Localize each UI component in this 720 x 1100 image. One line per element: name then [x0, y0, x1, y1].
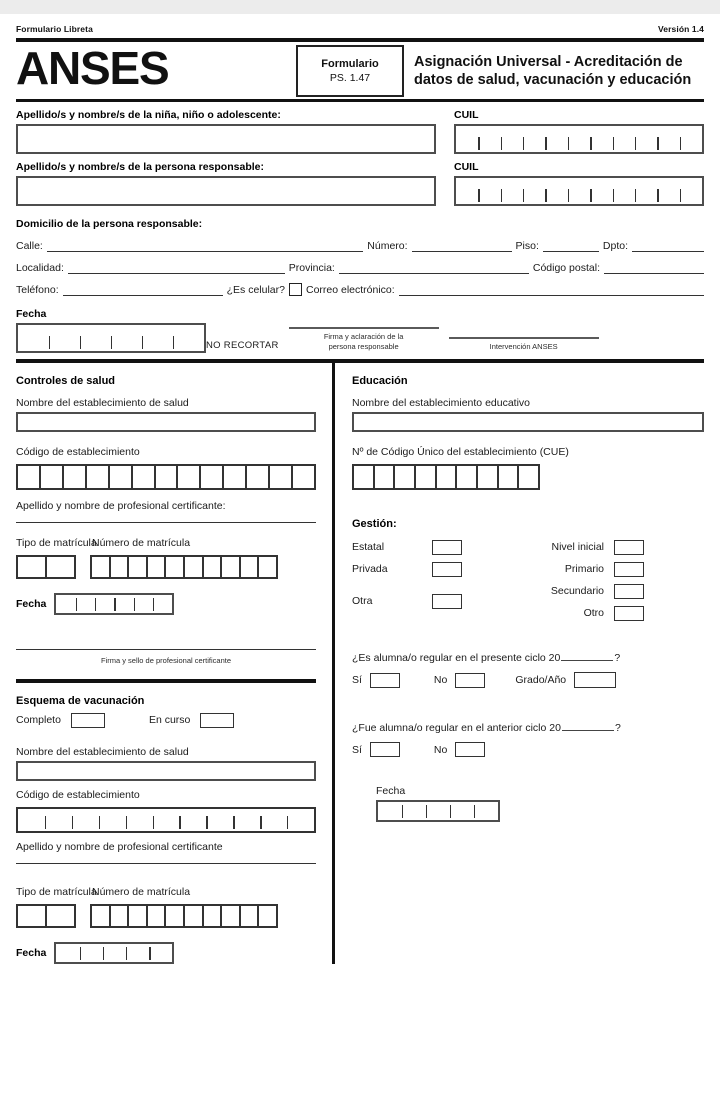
- input-cell[interactable]: [49, 325, 80, 351]
- ciclo-presente-si-group[interactable]: [352, 673, 400, 688]
- ciclo-presente-si-checkbox[interactable]: [370, 673, 400, 688]
- input-cell[interactable]: [233, 809, 260, 831]
- input-cell[interactable]: [239, 557, 258, 577]
- education-fecha-label: Fecha: [376, 785, 406, 797]
- codigo-postal-label: Código postal:: [532, 262, 600, 274]
- declaration-fecha-label: Fecha: [16, 308, 47, 320]
- calle-label: Calle:: [16, 240, 43, 252]
- vaccination-matricula-inputs: [16, 904, 316, 928]
- gestion-option-estatal[interactable]: [352, 536, 500, 558]
- piso-input[interactable]: [543, 239, 599, 252]
- vaccination-separator: [16, 679, 316, 683]
- input-cell[interactable]: [39, 466, 62, 488]
- education-fecha-wrap: [376, 800, 500, 822]
- input-cell[interactable]: [18, 466, 39, 488]
- input-cell[interactable]: [134, 595, 153, 613]
- es-celular-label: ¿Es celular?: [226, 284, 285, 296]
- ciclo-presente-no-label: No: [433, 674, 448, 686]
- education-cue-wrap: [352, 464, 540, 490]
- localidad-input[interactable]: [68, 261, 285, 274]
- header-rule-top: [16, 38, 704, 42]
- input-cell[interactable]: [131, 466, 154, 488]
- child-cuil-input[interactable]: [454, 124, 704, 154]
- input-cell[interactable]: [501, 178, 523, 204]
- vaccination-establecimiento-label: Nombre del establecimiento de salud: [16, 745, 189, 758]
- input-cell[interactable]: [103, 944, 126, 962]
- vaccination-fecha-row: [16, 942, 316, 964]
- vaccination-tipo-matricula-label: Tipo de matrícula: [16, 885, 97, 898]
- input-cell[interactable]: [478, 126, 500, 152]
- firma-responsable-block: [289, 327, 439, 351]
- ciclo-anterior-input[interactable]: [562, 730, 614, 731]
- input-cell[interactable]: [92, 906, 109, 926]
- gestion-label: Gestión:: [352, 518, 397, 530]
- signature-area: [206, 327, 704, 353]
- input-cell[interactable]: [56, 944, 79, 962]
- input-cell[interactable]: [108, 466, 131, 488]
- ciclo-presente-si-label: Sí: [352, 674, 362, 686]
- piso-label: Piso:: [515, 240, 539, 252]
- nivel-option-primario[interactable]: [500, 558, 704, 580]
- input-cell[interactable]: [260, 809, 287, 831]
- input-cell[interactable]: [92, 557, 109, 577]
- education-fecha-input[interactable]: [376, 800, 500, 822]
- left-column: [0, 363, 332, 964]
- input-cell[interactable]: [153, 595, 172, 613]
- form-title-line1: Asignación Universal - Acreditación de: [414, 53, 683, 70]
- input-cell[interactable]: [72, 809, 99, 831]
- question-ciclo-presente-text: ¿Es alumna/o regular en el presente ciclo 20: [352, 652, 561, 664]
- input-cell[interactable]: [474, 802, 498, 820]
- health-matricula-labels: [16, 537, 316, 549]
- input-cell[interactable]: [142, 325, 173, 351]
- education-establecimiento-label: Nombre del establecimiento educativo: [352, 397, 531, 409]
- input-cell[interactable]: [199, 466, 222, 488]
- input-cell[interactable]: [378, 802, 402, 820]
- health-profesional-input[interactable]: [16, 522, 316, 523]
- input-cell[interactable]: [517, 466, 538, 488]
- nivel-secundario-label: Secundario: [550, 585, 604, 597]
- nivel-secundario-checkbox[interactable]: [614, 584, 644, 599]
- education-fecha-group: [376, 785, 500, 822]
- gestion-grid: [352, 536, 704, 624]
- ciclo-presente-no-checkbox[interactable]: [455, 673, 485, 688]
- form-code-chip: [296, 45, 404, 97]
- input-cell[interactable]: [456, 178, 478, 204]
- input-cell[interactable]: [18, 557, 45, 577]
- input-cell[interactable]: [414, 466, 435, 488]
- input-cell[interactable]: [291, 466, 314, 488]
- vaccination-codigo-label: Código de establecimiento: [16, 788, 140, 801]
- input-cell[interactable]: [56, 595, 75, 613]
- es-celular-checkbox[interactable]: [289, 283, 302, 296]
- input-cell[interactable]: [149, 944, 172, 962]
- input-cell[interactable]: [153, 809, 180, 831]
- vaccination-numero-matricula-label: Número de matrícula: [92, 885, 191, 898]
- input-cell[interactable]: [146, 557, 165, 577]
- vaccination-codigo-wrap: [16, 807, 316, 833]
- health-tipo-matricula-input[interactable]: [16, 555, 76, 579]
- health-codigo-input[interactable]: [16, 464, 316, 490]
- input-cell[interactable]: [85, 466, 108, 488]
- grado-label: Grado/Año: [515, 674, 567, 686]
- question-ciclo-presente: [352, 652, 704, 664]
- input-cell[interactable]: [220, 906, 239, 926]
- input-cell[interactable]: [613, 126, 635, 152]
- gestion-privada-label: Privada: [352, 563, 388, 575]
- vaccination-fecha-input[interactable]: [54, 942, 174, 964]
- health-firma-block: [16, 649, 316, 665]
- firma-responsable-caption-1: Firma y aclaración de la: [323, 332, 404, 342]
- correo-label: Correo electrónico:: [305, 284, 395, 296]
- vaccination-numero-matricula-wrap: [90, 904, 278, 928]
- vaccination-profesional-input[interactable]: [16, 863, 316, 864]
- input-cell[interactable]: [111, 325, 142, 351]
- gestion-option-privada[interactable]: [352, 558, 500, 580]
- vaccination-completo-label: Completo: [16, 714, 61, 727]
- input-cell[interactable]: [62, 466, 85, 488]
- input-cell[interactable]: [501, 126, 523, 152]
- ciclo-presente-no-group[interactable]: [434, 673, 485, 688]
- child-cuil-field-group: [454, 109, 704, 154]
- responsible-cuil-field-group: [454, 161, 704, 206]
- gestion-privada-checkbox[interactable]: [432, 562, 462, 577]
- input-cell[interactable]: [109, 906, 128, 926]
- nivel-option-secundario[interactable]: [500, 580, 704, 602]
- vaccination-fecha-wrap: [54, 942, 174, 964]
- input-cell[interactable]: [545, 178, 567, 204]
- form-sheet: [0, 14, 720, 1100]
- input-cell[interactable]: [95, 595, 114, 613]
- input-cell[interactable]: [183, 557, 202, 577]
- input-cell[interactable]: [164, 557, 183, 577]
- nivel-inicial-label: Nivel inicial: [551, 541, 604, 553]
- input-cell[interactable]: [268, 466, 291, 488]
- form-chip-code: PS. 1.47: [329, 71, 371, 84]
- vaccination-en-curso-checkbox[interactable]: [200, 713, 234, 728]
- vaccination-codigo-input[interactable]: [16, 807, 316, 833]
- vaccination-en-curso-label: En curso: [148, 714, 191, 727]
- input-cell[interactable]: [373, 466, 394, 488]
- header-section: [0, 14, 720, 353]
- vaccination-tipo-matricula-input[interactable]: [16, 904, 76, 928]
- input-cell[interactable]: [109, 557, 128, 577]
- health-codigo-label: Código de establecimiento: [16, 446, 140, 458]
- input-cell[interactable]: [202, 557, 221, 577]
- ciclo-anterior-no-group[interactable]: [434, 742, 485, 757]
- input-cell[interactable]: [126, 809, 153, 831]
- vaccination-profesional-label: Apellido y nombre de profesional certificante: [16, 840, 223, 853]
- question-ciclo-presente-mark: ?: [614, 652, 621, 664]
- input-cell[interactable]: [568, 126, 590, 152]
- input-cell[interactable]: [183, 906, 202, 926]
- responsible-name-field-group: [16, 161, 436, 206]
- input-cell[interactable]: [545, 126, 567, 152]
- health-firma-line[interactable]: [16, 649, 316, 650]
- declaration-fecha-group: [16, 308, 206, 353]
- column-divider: [332, 363, 335, 964]
- input-cell[interactable]: [80, 944, 103, 962]
- input-cell[interactable]: [590, 178, 612, 204]
- health-codigo-wrap: [16, 464, 316, 490]
- input-cell[interactable]: [76, 595, 95, 613]
- health-profesional-label: Apellido y nombre de profesional certificante:: [16, 500, 226, 512]
- ciclo-anterior-si-checkbox[interactable]: [370, 742, 400, 757]
- nivel-inicial-checkbox[interactable]: [614, 540, 644, 555]
- input-cell[interactable]: [393, 466, 414, 488]
- education-section-title: Educación: [352, 375, 408, 387]
- input-cell[interactable]: [657, 126, 679, 152]
- education-establecimiento-input[interactable]: [352, 412, 704, 432]
- form-title: [414, 45, 704, 97]
- health-section-title: Controles de salud: [16, 375, 116, 387]
- input-cell[interactable]: [568, 178, 590, 204]
- ciclo-anterior-no-label: No: [433, 743, 448, 756]
- child-identity-row: [16, 109, 704, 154]
- page-top-strip: [0, 0, 720, 14]
- input-cell[interactable]: [202, 906, 221, 926]
- health-tipo-matricula-wrap: [16, 555, 76, 579]
- input-cell[interactable]: [173, 325, 204, 351]
- intervencion-anses-caption: Intervención ANSES: [489, 341, 558, 351]
- input-cell[interactable]: [206, 809, 233, 831]
- input-cell[interactable]: [146, 906, 165, 926]
- responsible-name-input[interactable]: [16, 176, 436, 206]
- address-line-3: [16, 283, 704, 296]
- child-name-input[interactable]: [16, 124, 436, 154]
- dpto-input[interactable]: [632, 239, 704, 252]
- health-tipo-matricula-label: Tipo de matrícula: [16, 537, 97, 549]
- input-cell[interactable]: [127, 557, 146, 577]
- ciclo-anterior-si-group[interactable]: [352, 742, 400, 757]
- input-cell[interactable]: [257, 557, 276, 577]
- gestion-estatal-label: Estatal: [352, 541, 385, 553]
- input-cell[interactable]: [287, 809, 314, 831]
- answer-ciclo-anterior: [352, 742, 704, 757]
- input-cell[interactable]: [80, 325, 111, 351]
- vaccination-fecha-label: Fecha: [16, 946, 47, 959]
- numero-label: Número:: [367, 240, 408, 252]
- provincia-input[interactable]: [339, 261, 529, 274]
- input-cell[interactable]: [354, 466, 373, 488]
- health-numero-matricula-label: Número de matrícula: [92, 537, 191, 549]
- address-line-2: [16, 261, 704, 274]
- input-cell[interactable]: [18, 906, 45, 926]
- input-cell[interactable]: [635, 178, 657, 204]
- health-fecha-row: [16, 593, 316, 615]
- question-ciclo-anterior-mark: ?: [614, 722, 621, 734]
- health-numero-matricula-wrap: [90, 555, 278, 579]
- input-cell[interactable]: [613, 178, 635, 204]
- gestion-management-column: [352, 536, 500, 624]
- responsible-cuil-input[interactable]: [454, 176, 704, 206]
- input-cell[interactable]: [239, 906, 258, 926]
- child-name-field-group: [16, 109, 436, 154]
- responsible-cuil-label: CUIL: [454, 161, 479, 173]
- form-title-line2: datos de salud, vacunación y educación: [414, 71, 692, 88]
- input-cell[interactable]: [18, 325, 49, 351]
- input-cell[interactable]: [126, 944, 149, 962]
- gestion-level-column: [500, 536, 704, 624]
- input-cell[interactable]: [497, 466, 518, 488]
- health-numero-matricula-input[interactable]: [90, 555, 278, 579]
- provincia-label: Provincia:: [288, 262, 335, 274]
- ciclo-anterior-no-checkbox[interactable]: [455, 742, 485, 757]
- responsible-name-label: Apellido/s y nombre/s de la persona responsable:: [16, 161, 264, 173]
- body-columns: [0, 363, 720, 964]
- intervencion-anses-line[interactable]: [449, 337, 599, 339]
- header-meta-row: [16, 14, 704, 34]
- input-cell[interactable]: [456, 126, 478, 152]
- anses-logo: ANSES: [16, 41, 169, 94]
- input-cell[interactable]: [523, 178, 545, 204]
- education-cue-label: Nº de Código Único del establecimiento (CUE): [352, 446, 569, 458]
- declaration-fecha-input[interactable]: [16, 323, 206, 353]
- input-cell[interactable]: [657, 178, 679, 204]
- address-line-1: [16, 239, 704, 252]
- declaration-row: [16, 308, 704, 353]
- nivel-primario-label: Primario: [564, 563, 604, 575]
- header-rule-bottom: [16, 99, 704, 103]
- education-cue-input[interactable]: [352, 464, 540, 490]
- input-cell[interactable]: [435, 466, 456, 488]
- dpto-label: Dpto:: [602, 240, 628, 252]
- vaccination-numero-matricula-input[interactable]: [90, 904, 278, 928]
- input-cell[interactable]: [179, 809, 206, 831]
- header-brand-band: [16, 41, 704, 97]
- firma-responsable-line[interactable]: [289, 327, 439, 329]
- input-cell[interactable]: [114, 595, 133, 613]
- nivel-otro-label: Otro: [583, 607, 604, 619]
- education-fecha-row: [352, 785, 704, 822]
- input-cell[interactable]: [257, 906, 276, 926]
- nivel-option-otro[interactable]: [500, 602, 704, 624]
- firma-responsable-caption-2: persona responsable: [328, 341, 399, 351]
- telefono-label: Teléfono:: [16, 284, 59, 296]
- input-cell[interactable]: [680, 178, 702, 204]
- intervencion-anses-block: [449, 337, 599, 351]
- formulario-libreta-label: Formulario Libreta: [16, 24, 93, 34]
- vaccination-section-title: Esquema de vacunación: [16, 694, 145, 707]
- ciclo-presente-input[interactable]: [561, 660, 613, 661]
- version-label: Versión 1.4: [658, 24, 704, 34]
- question-ciclo-anterior: [352, 722, 704, 734]
- grado-input[interactable]: [574, 672, 616, 688]
- question-ciclo-anterior-text: ¿Fue alumna/o regular en el anterior ciclo 20: [352, 722, 561, 734]
- input-cell[interactable]: [450, 802, 474, 820]
- health-fecha-wrap: [54, 593, 174, 615]
- localidad-label: Localidad:: [16, 262, 64, 274]
- vaccination-establecimiento-input[interactable]: [16, 761, 316, 781]
- gestion-otra-label: Otra: [352, 595, 373, 607]
- input-cell[interactable]: [45, 906, 74, 926]
- right-column: [332, 363, 720, 964]
- input-cell[interactable]: [245, 466, 268, 488]
- input-cell[interactable]: [426, 802, 450, 820]
- input-cell[interactable]: [176, 466, 199, 488]
- input-cell[interactable]: [402, 802, 426, 820]
- health-firma-caption: Firma y sello de profesional certificante: [100, 656, 232, 665]
- input-cell[interactable]: [164, 906, 183, 926]
- nivel-primario-checkbox[interactable]: [614, 562, 644, 577]
- gestion-option-otra[interactable]: [352, 590, 500, 612]
- input-cell[interactable]: [99, 809, 126, 831]
- input-cell[interactable]: [45, 809, 72, 831]
- input-cell[interactable]: [478, 178, 500, 204]
- health-establecimiento-label: Nombre del establecimiento de salud: [16, 397, 189, 409]
- vaccination-tipo-matricula-wrap: [16, 904, 76, 928]
- input-cell[interactable]: [590, 126, 612, 152]
- no-recortar-label: NO RECORTAR: [206, 340, 279, 351]
- address-section-label: Domicilio de la persona responsable:: [16, 218, 203, 230]
- grado-group[interactable]: [515, 672, 616, 688]
- input-cell[interactable]: [680, 126, 702, 152]
- child-cuil-label: CUIL: [454, 109, 479, 121]
- input-cell[interactable]: [45, 557, 74, 577]
- child-name-label: Apellido/s y nombre/s de la niña, niño o adolescente:: [16, 109, 281, 121]
- vaccination-status-row: [16, 713, 316, 728]
- input-cell[interactable]: [154, 466, 177, 488]
- vaccination-matricula-labels: [16, 886, 316, 898]
- input-cell[interactable]: [222, 466, 245, 488]
- vaccination-completo-checkbox[interactable]: [71, 713, 105, 728]
- numero-input[interactable]: [412, 239, 512, 252]
- gestion-otra-checkbox[interactable]: [432, 594, 462, 609]
- gestion-estatal-checkbox[interactable]: [432, 540, 462, 555]
- ciclo-anterior-si-label: Sí: [352, 743, 362, 756]
- input-cell[interactable]: [523, 126, 545, 152]
- input-cell[interactable]: [635, 126, 657, 152]
- telefono-input[interactable]: [63, 283, 223, 296]
- correo-input[interactable]: [399, 283, 704, 296]
- input-cell[interactable]: [18, 809, 45, 831]
- answer-ciclo-presente: [352, 672, 704, 688]
- codigo-postal-input[interactable]: [604, 261, 704, 274]
- input-cell[interactable]: [127, 906, 146, 926]
- calle-input[interactable]: [47, 239, 363, 252]
- input-cell[interactable]: [476, 466, 497, 488]
- responsible-identity-row: [16, 161, 704, 206]
- health-establecimiento-input[interactable]: [16, 412, 316, 432]
- nivel-option-inicial[interactable]: [500, 536, 704, 558]
- input-cell[interactable]: [220, 557, 239, 577]
- input-cell[interactable]: [455, 466, 476, 488]
- nivel-otro-checkbox[interactable]: [614, 606, 644, 621]
- health-fecha-label: Fecha: [16, 598, 47, 610]
- health-matricula-inputs: [16, 555, 316, 579]
- health-fecha-input[interactable]: [54, 593, 174, 615]
- form-chip-title: Formulario: [321, 57, 379, 70]
